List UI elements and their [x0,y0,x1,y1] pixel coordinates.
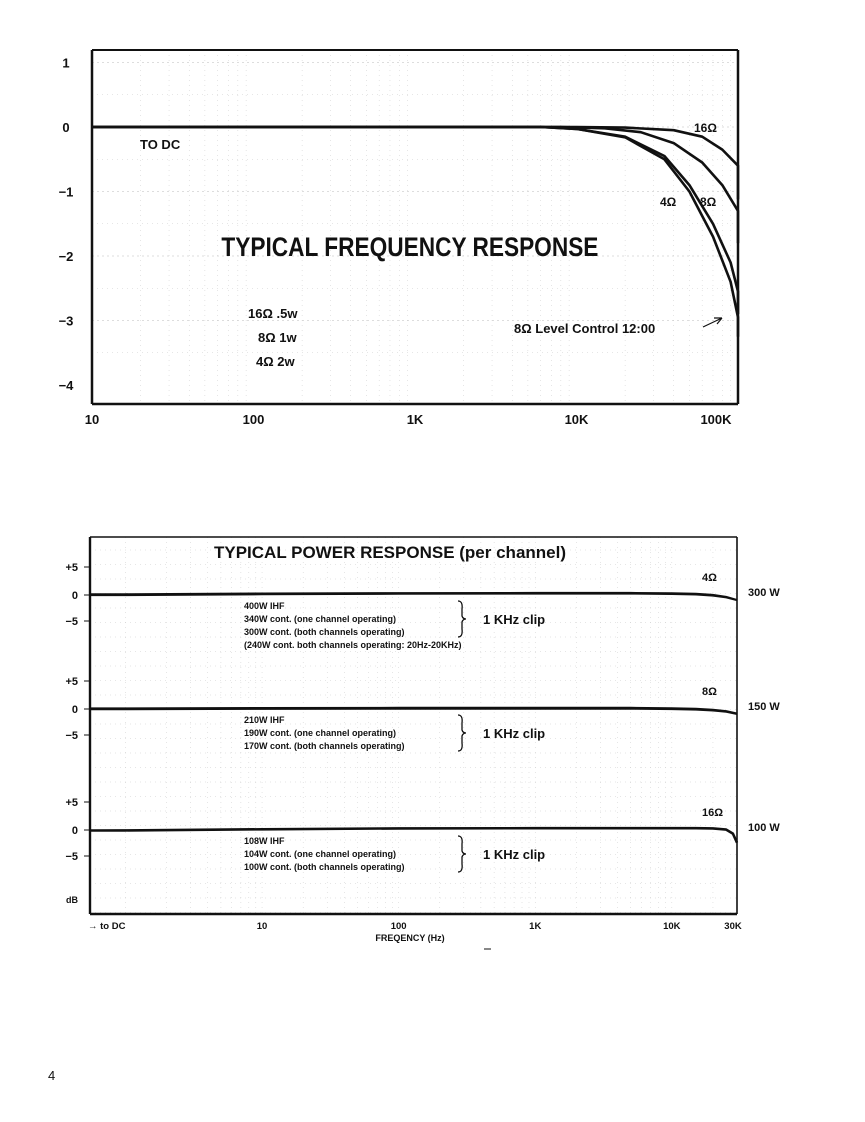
power-chart-title: TYPICAL POWER RESPONSE (per channel) [213,543,567,562]
power-y-tick-label: 0 [71,590,78,602]
power-y-tick-label: 0 [71,825,78,837]
power-note-line: 170W cont. (both channels operating) [244,741,405,751]
freq-y-tick-label: 1 [62,55,70,71]
power-clip-label: 1 KHz clip [483,612,546,627]
freq-y-tick-label: −4 [58,378,74,393]
freq-annotation-load-4: 4Ω 2w [256,354,295,369]
power-series-line-0-2 [90,594,737,601]
power-note-line: (240W cont. both channels operating: 20Hz-20KHz) [244,640,462,650]
power-y-tick-label: −5 [65,730,78,742]
power-y-tick-label: +5 [65,562,78,574]
power-x-tick-label: 10K [663,921,681,932]
power-x-tick-label: → to DC [88,921,126,932]
power-x-tick-label: 1K [529,921,542,932]
freq-series-label-4: 4Ω [660,195,677,209]
power-note-line: 340W cont. (one channel operating) [244,614,397,624]
power-series-line-1-2 [90,709,737,714]
power-clip-label: 1 KHz clip [483,847,546,862]
freq-x-tick-label: 10K [564,412,589,427]
power-x-tick-label: 10 [256,921,268,932]
freq-x-tick-label: 100K [700,412,732,427]
power-load-label: 4Ω [702,572,717,584]
power-rating-label: 300 W [748,587,780,599]
freq-y-tick-label: −3 [58,313,74,329]
power-note-line: 104W cont. (one channel operating) [244,849,397,859]
power-load-label: 8Ω [702,686,717,698]
freq-annotation-load-8: 8Ω 1w [258,330,297,345]
power-x-tick-label: 100 [390,921,407,932]
power-note-line: 300W cont. (both channels operating) [244,627,405,637]
power-load-label: 16Ω [702,807,724,819]
freq-annotation-level-control: 8Ω Level Control 12:00 [514,321,656,336]
freq-y-tick-label: −1 [58,184,74,200]
power-rating-label: 150 W [748,701,780,713]
power-note-brace [458,836,466,872]
power-y-tick-label: +5 [65,797,78,809]
power-note-line: 108W IHF [244,836,285,846]
power-x-tick-label: 30K [724,921,742,932]
freq-y-tick-label: 0 [62,120,70,135]
power-y-tick-label: +5 [65,676,78,688]
power-note-brace [458,601,466,637]
freq-series-label-8: 8Ω [700,195,717,209]
freq-x-tick-label: 100 [242,412,265,427]
power-note-line: 190W cont. (one channel operating) [244,728,397,738]
power-series-line-2-0 [90,828,737,843]
power-y-tick-label: −5 [65,851,78,863]
power-note-line: 100W cont. (both channels operating) [244,862,405,872]
power-clip-label: 1 KHz clip [483,726,546,741]
freq-x-tick-label: 10 [84,412,100,427]
freq-y-tick-label: −2 [58,249,74,264]
power-y-tick-label: −5 [65,616,78,628]
power-note-line: 400W IHF [244,601,285,611]
freq-annotation-to-dc: TO DC [140,137,181,152]
freq-annotation-load-16: 16Ω .5w [248,306,298,321]
freq-chart-title: TYPICAL FREQUENCY RESPONSE [221,232,599,263]
freq-series-label-16: 16Ω [694,121,717,135]
freq-x-tick-label: 1K [406,412,424,427]
power-note-line: 210W IHF [244,715,285,725]
power-y-tick-label: 0 [71,704,78,716]
power-y-axis-label: dB [66,895,78,905]
page-number: 4 [48,1068,56,1083]
power-rating-label: 100 W [748,822,780,834]
power-x-axis-label: FREQENCY (Hz) [375,933,445,943]
power-note-brace [458,715,466,751]
